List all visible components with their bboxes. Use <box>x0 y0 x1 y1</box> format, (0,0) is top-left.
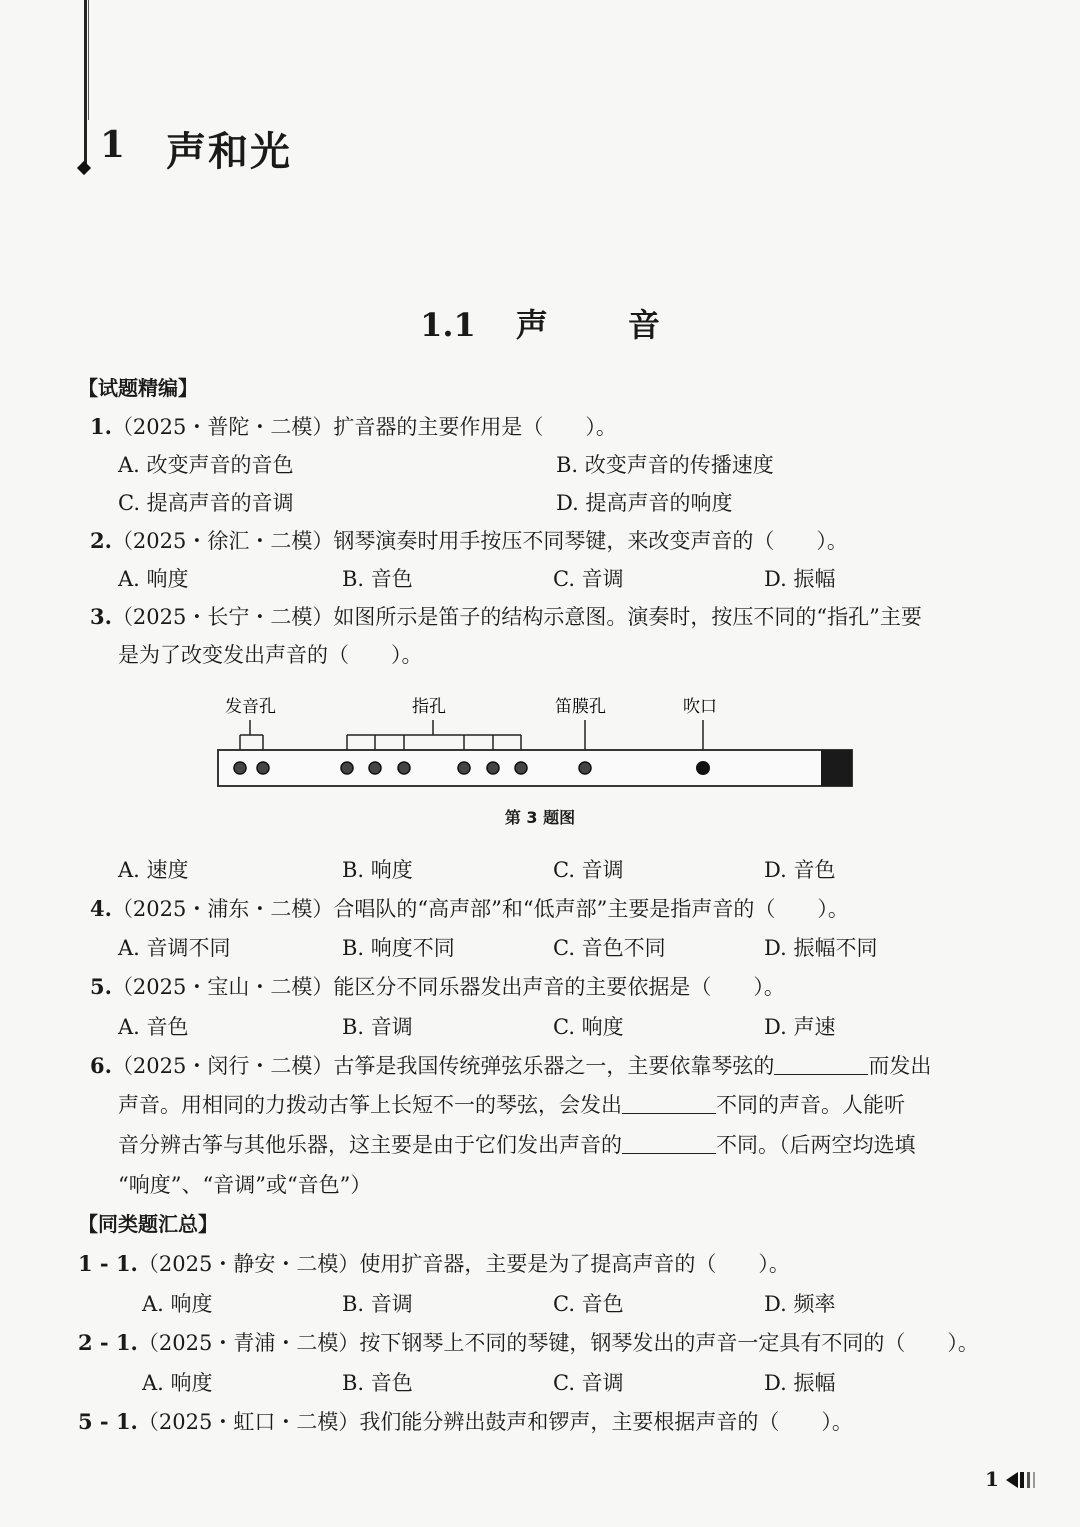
question-number: 5 - 1. <box>78 1409 138 1434</box>
label-membrane-hole: 笛膜孔 <box>555 697 606 717</box>
question-6 <box>90 1051 931 1081</box>
question-text: （2025・宝山・二模）能区分不同乐器发出声音的主要依据是（ ）。 <box>111 975 785 999</box>
q2-option-d: D. 振幅 <box>764 567 836 591</box>
s11-option-b: B. 音调 <box>342 1292 413 1316</box>
section-title-char2: 音 <box>627 306 660 344</box>
chapter-rule <box>84 0 87 168</box>
finger-hole-1 <box>341 762 353 774</box>
question-number: 1. <box>90 414 112 439</box>
question-number: 2. <box>90 528 112 553</box>
label-sound-hole: 发音孔 <box>225 697 276 717</box>
s21-option-d: D. 振幅 <box>764 1371 836 1395</box>
question-2 <box>90 526 848 556</box>
q5-option-c: C. 响度 <box>553 1015 624 1039</box>
q1-option-b: B. 改变声音的传播速度 <box>556 453 774 477</box>
question-6-line3 <box>118 1130 916 1160</box>
s21-option-a: A. 响度 <box>142 1371 213 1395</box>
chapter-title: 声和光 <box>166 128 292 175</box>
question-text: （2025・徐汇・二模）钢琴演奏时用手按压不同琴键，来改变声音的（ ）。 <box>111 529 848 553</box>
q3-option-c: C. 音调 <box>553 858 624 882</box>
similar-question-1-1 <box>78 1249 790 1279</box>
similar-heading: 【同类题汇总】 <box>78 1212 218 1236</box>
question-number: 4. <box>90 896 112 921</box>
s11-option-a: A. 响度 <box>142 1292 213 1316</box>
question-number: 5. <box>90 974 112 999</box>
question-text: （2025・普陀・二模）扩音器的主要作用是（ ）。 <box>111 415 617 439</box>
question-text: （2025・闵行・二模）古筝是我国传统弹弦乐器之一，主要依靠琴弦的 <box>111 1054 775 1078</box>
similar-question-5-1 <box>78 1407 853 1437</box>
chapter-number: 1 <box>100 124 126 166</box>
q4-option-b: B. 响度不同 <box>342 936 455 960</box>
q2-option-a: A. 响度 <box>118 567 189 591</box>
finger-hole-3 <box>398 762 410 774</box>
question-text: 不同的声音。人能听 <box>716 1093 905 1117</box>
question-number: 1 - 1. <box>78 1251 138 1276</box>
question-6-line2 <box>118 1090 905 1120</box>
q1-option-d: D. 提高声音的响度 <box>556 491 733 515</box>
mouth-hole <box>696 761 710 775</box>
fill-blank-2[interactable] <box>622 1093 716 1114</box>
question-6-line4: “响度”、“音调”或“音色”） <box>118 1173 372 1197</box>
q3-option-b: B. 响度 <box>342 858 413 882</box>
figure-caption: 第 3 题图 <box>504 808 576 827</box>
question-text: （2025・青浦・二模）按下钢琴上不同的琴键，钢琴发出的声音一定具有不同的（ ）。 <box>137 1331 979 1355</box>
chapter-diamond-mark <box>77 161 91 175</box>
section-number: 1.1 <box>420 306 476 344</box>
flute-diagram <box>215 690 855 800</box>
s11-option-d: D. 频率 <box>764 1292 836 1316</box>
q1-option-a: A. 改变声音的音色 <box>118 453 294 477</box>
section-title <box>0 300 1080 346</box>
question-3 <box>90 602 922 632</box>
flute-end-cap <box>821 750 852 786</box>
question-text: 而发出 <box>868 1054 932 1078</box>
section-title-char1: 声 <box>515 306 548 344</box>
question-5 <box>90 972 785 1002</box>
question-text: （2025・虹口・二模）我们能分辨出鼓声和锣声，主要根据声音的（ ）。 <box>137 1410 853 1434</box>
q4-option-d: D. 振幅不同 <box>764 936 878 960</box>
finger-hole-6 <box>515 762 527 774</box>
fill-blank-1[interactable] <box>774 1054 868 1075</box>
question-number: 6. <box>90 1053 112 1078</box>
label-mouth-hole: 吹口 <box>683 697 717 717</box>
question-number: 2 - 1. <box>78 1330 138 1355</box>
sound-hole-2 <box>257 762 269 774</box>
question-1 <box>90 412 617 442</box>
q3-option-a: A. 速度 <box>118 858 189 882</box>
question-number: 3. <box>90 604 112 629</box>
sound-hole-1 <box>234 762 246 774</box>
q4-option-a: A. 音调不同 <box>118 936 231 960</box>
page-number: 1 <box>985 1467 999 1491</box>
label-finger-hole: 指孔 <box>412 697 446 717</box>
q3-option-d: D. 音色 <box>764 858 836 882</box>
finger-hole-2 <box>369 762 381 774</box>
question-4 <box>90 894 849 924</box>
q1-option-c: C. 提高声音的音调 <box>118 491 294 515</box>
question-3-line2: 是为了改变发出声音的（ ）。 <box>118 643 423 667</box>
similar-question-2-1 <box>78 1328 979 1358</box>
fill-blank-3[interactable] <box>622 1133 716 1154</box>
membrane-hole <box>579 762 591 774</box>
question-text: 声音。用相同的力拨动古筝上长短不一的琴弦，会发出 <box>118 1093 622 1117</box>
finger-hole-4 <box>458 762 470 774</box>
q5-option-a: A. 音色 <box>118 1015 189 1039</box>
s21-option-c: C. 音调 <box>553 1371 624 1395</box>
q2-option-c: C. 音调 <box>553 567 624 591</box>
chapter-rule-thin <box>88 0 89 120</box>
question-text: （2025・静安・二模）使用扩音器，主要是为了提高声音的（ ）。 <box>137 1252 790 1276</box>
q2-option-b: B. 音色 <box>342 567 413 591</box>
exercises-heading: 【试题精编】 <box>78 376 198 400</box>
flute-body <box>218 750 852 786</box>
s11-option-c: C. 音色 <box>553 1292 624 1316</box>
finger-hole-5 <box>487 762 499 774</box>
s21-option-b: B. 音色 <box>342 1371 413 1395</box>
question-text: 音分辨古筝与其他乐器，这主要是由于它们发出声音的 <box>118 1133 622 1157</box>
q5-option-b: B. 音调 <box>342 1015 413 1039</box>
q5-option-d: D. 声速 <box>764 1015 836 1039</box>
question-text: 不同。（后两空均选填 <box>716 1133 916 1157</box>
page-arrow-icon <box>1006 1470 1040 1490</box>
question-text: （2025・浦东・二模）合唱队的“高声部”和“低声部”主要是指声音的（ ）。 <box>111 897 849 921</box>
q4-option-c: C. 音色不同 <box>553 936 666 960</box>
question-text: （2025・长宁・二模）如图所示是笛子的结构示意图。演奏时，按压不同的“指孔”主要 <box>111 605 922 629</box>
